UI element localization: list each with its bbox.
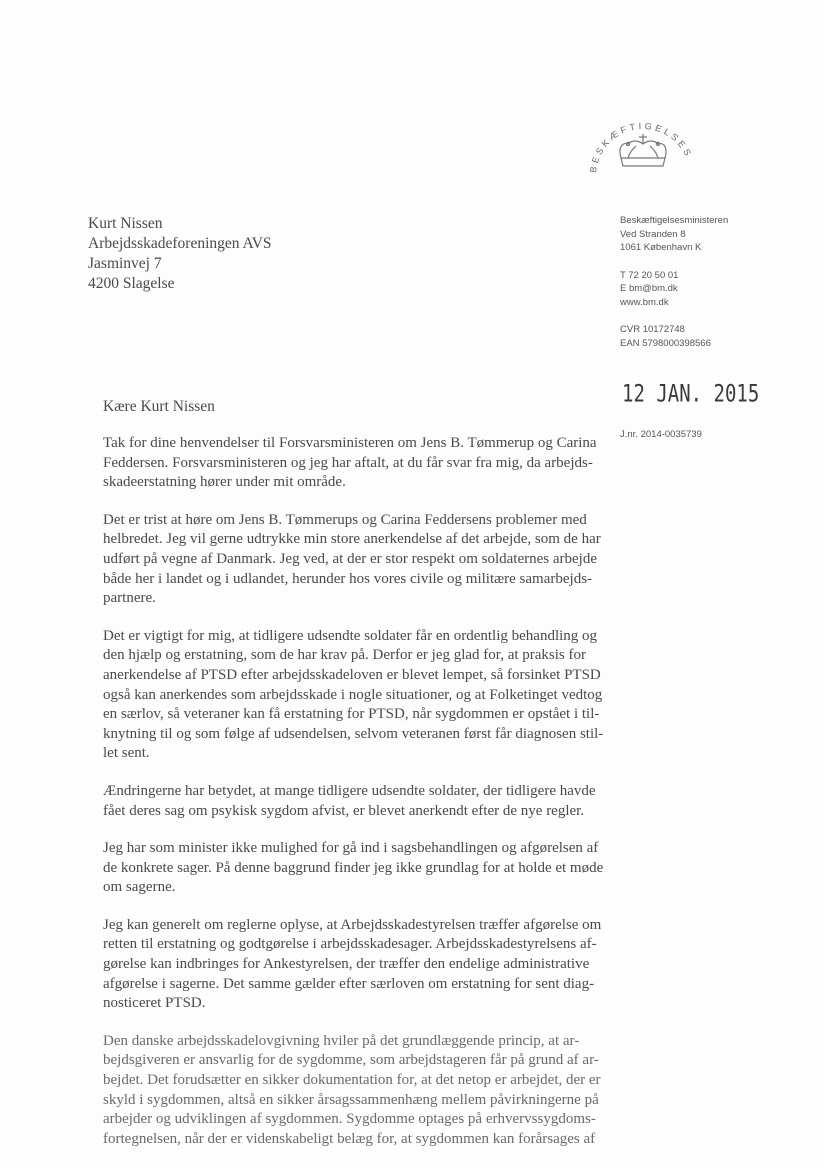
crown-icon [588, 104, 698, 186]
body-line: skadeerstatning hører under mit område. [103, 474, 346, 491]
body-line: bejdet. Det forudsætter en sikker dokumentation for, at det netop er arbejdet, der er [103, 1072, 601, 1089]
body-line: afgørelse i sagerne. Det samme gælder efter særloven om erstatning for sent diag- [103, 975, 595, 992]
sender-name: Beskæftigelsesministeren [620, 215, 729, 226]
body-line: Det er vigtigt for mig, at tidligere udsendte soldater får en ordentlig behandling og [103, 627, 598, 644]
paragraph [103, 511, 601, 609]
body-line: anerkendelse af PTSD efter arbejdsskadeloven er blevet lempet, så forsinket PTSD [103, 666, 601, 683]
body-line: gørelse kan indbringes for Ankestyrelsen, der træffer den endelige administrative [103, 956, 590, 973]
body-line: fået deres sag om psykisk sygdom afvist, er blevet anerkendt efter de nye regler. [103, 802, 585, 819]
letter-body [103, 434, 604, 1167]
body-line: både her i landet og i udlandet, herunder hos vores civile og militære samarbejds- [103, 570, 593, 587]
sender-web: www.bm.dk [620, 296, 669, 308]
body-line: Jeg har som minister ikke mulighed for gå ind i sagsbehandlingen og afgørelsen af [103, 840, 599, 857]
paragraph [103, 839, 604, 898]
recipient-name: Kurt Nissen [88, 215, 163, 232]
logo-arc-text: BESKÆFTIGELSES [588, 120, 695, 174]
paragraph [103, 916, 602, 1014]
body-line: også kan anerkendes som arbejdsskade i nogle situationer, og at Folketinget vedtog [103, 686, 603, 703]
body-line: om sagerne. [103, 879, 176, 896]
date-stamp: 12 JAN. 2015 [622, 380, 760, 408]
salutation: Kære Kurt Nissen [103, 398, 215, 415]
body-line: Ændringerne har betydet, at mange tidligere udsendte soldater, der tidligere havde [103, 782, 596, 799]
paragraph [103, 782, 596, 821]
paragraph [103, 627, 604, 764]
body-line: arbejder og udviklingen af sygdommen. Sygdomme optages på erhvervssygdoms- [103, 1111, 596, 1128]
body-line: fortegnelsen, når der er videnskabeligt belæg for, at sygdommen kan forårsages af [103, 1130, 596, 1147]
body-line: helbredet. Jeg vil gerne udtrykke min store anerkendelse af det arbejde, som de har [103, 531, 601, 548]
body-line: de konkrete sager. På denne baggrund finder jeg ikke grundlag for at holde et møde [103, 859, 604, 876]
recipient-address [88, 214, 272, 294]
body-line: knytning til og som følge af udsendelsen, selvom veteranen først får diagnosen stil- [103, 725, 604, 742]
body-line: skyld i sygdommen, altså en sikker årsagssammenhæng mellem påvirkningerne på [103, 1091, 599, 1108]
body-line: udført på vegne af Danmark. Jeg ved, at der er stor respekt om soldaternes arbejde [103, 550, 597, 567]
sender-city: 1061 København K [620, 242, 702, 253]
body-line: den hjælp og erstatning, som de har krav på. Derfor er jeg glad for, at praksis for [103, 647, 587, 664]
sender-info [620, 214, 728, 364]
paragraph [103, 434, 597, 493]
body-line: partnere. [103, 590, 156, 607]
body-line: Den danske arbejdsskadelovgivning hviler på det grundlæggende princip, at ar- [103, 1032, 580, 1049]
recipient-street: Jasminvej 7 [88, 255, 162, 272]
journal-number: J.nr. 2014-0035739 [620, 429, 702, 440]
sender-phone: T 72 20 50 01 [620, 269, 679, 281]
body-line: en særlov, så veteraner kan få erstatning for PTSD, når sygdommen er opstået i til- [103, 706, 600, 723]
body-line: bejdsgiveren er ansvarlig for de sygdomme, som arbejdstageren får på grund af ar- [103, 1052, 599, 1069]
body-line: retten til erstatning og godtgørelse i arbejdsskadesager. Arbejdsskadestyrelsens af- [103, 936, 597, 953]
recipient-organization: Arbejdsskadeforeningen AVS [88, 235, 272, 252]
body-line: Feddersen. Forsvarsministeren og jeg har aftalt, at du får svar fra mig, da arbejds- [103, 454, 593, 471]
body-line: Det er trist at høre om Jens B. Tømmerups og Carina Feddersens problemer med [103, 511, 587, 528]
body-line: nosticeret PTSD. [103, 995, 206, 1012]
body-line: Jeg kan generelt om reglerne oplyse, at Arbejdsskadestyrelsen træffer afgørelse om [103, 916, 602, 933]
sender-ean: EAN 5798000398566 [620, 337, 711, 349]
paragraph [103, 1032, 601, 1150]
recipient-city: 4200 Slagelse [88, 275, 175, 292]
sender-street: Ved Stranden 8 [620, 228, 686, 240]
body-line: Tak for dine henvendelser til Forsvarsministeren om Jens B. Tømmerup og Carina [103, 435, 597, 451]
sender-cvr: CVR 10172748 [620, 324, 685, 335]
body-line: let sent. [103, 745, 150, 762]
sender-email: E bm@bm.dk [620, 283, 678, 294]
